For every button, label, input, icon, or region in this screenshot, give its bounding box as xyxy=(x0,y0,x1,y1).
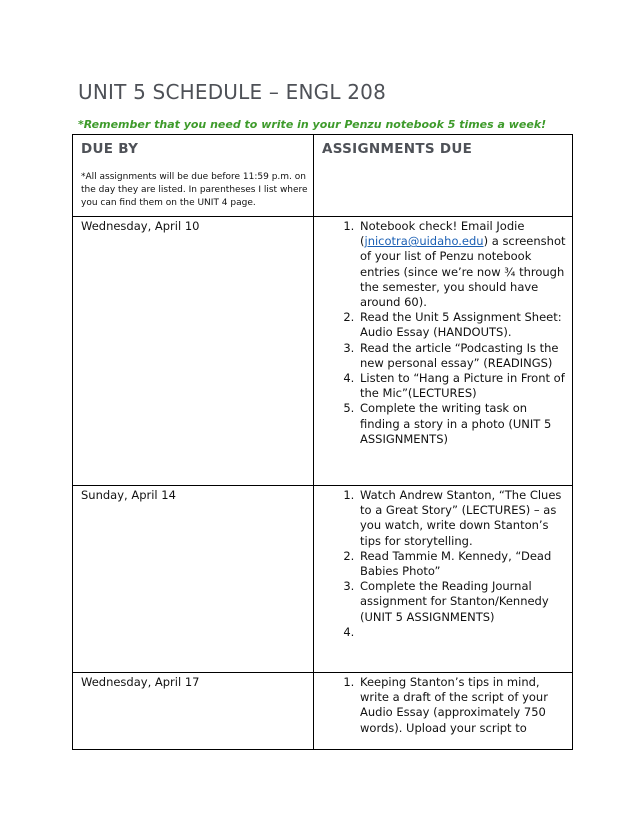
assignments-header-cell xyxy=(314,135,573,217)
list-item: 1. Watch Andrew Stanton, “The Clues to a Great Story” (LECTURES) – as you watch, write down Stanton’s tips for storytelling. xyxy=(358,488,566,549)
page-title: UNIT 5 SCHEDULE – ENGL 208 xyxy=(78,80,386,104)
table-row xyxy=(73,217,573,486)
schedule-table xyxy=(72,134,573,750)
due-note: *All assignments will be due before 11:59 p.m. on the day they are listed. In parentheses I list where you can find them on the UNIT 4 page. xyxy=(81,172,308,208)
list-item: 3. Read the article “Podcasting Is the new personal essay” (READINGS) xyxy=(358,341,566,371)
row-date: Wednesday, April 17 xyxy=(81,675,200,689)
reminder-note: *Remember that you need to write in your Penzu notebook 5 times a week! xyxy=(78,118,547,131)
due-by-header-cell xyxy=(73,135,314,217)
list-item: 5. Complete the writing task on finding a story in a photo (UNIT 5 ASSIGNMENTS) xyxy=(358,401,566,447)
email-link[interactable]: jnicotra@uidaho.edu xyxy=(364,234,484,249)
due-by-header: DUE BY xyxy=(81,141,139,157)
assignments-due-header: ASSIGNMENTS DUE xyxy=(322,141,473,157)
list-item: 2. Read Tammie M. Kennedy, “Dead Babies Photo” xyxy=(358,549,566,579)
list-item: 3. Complete the Reading Journal assignment for Stanton/Kennedy (UNIT 5 ASSIGNMENTS) xyxy=(358,579,566,625)
list-item xyxy=(358,625,566,640)
list-item: 2. Read the Unit 5 Assignment Sheet: Audio Essay (HANDOUTS). xyxy=(358,310,566,340)
list-item: 1. Notebook check! Email Jodie (jnicotra@uidaho.edu) a screenshot of your list of Penzu notebook entries (since we’re now ¾ through the semester, you should have around 60). xyxy=(358,219,566,310)
list-item: 4. Listen to “Hang a Picture in Front of the Mic”(LECTURES) xyxy=(358,371,566,401)
assignment-list xyxy=(314,486,572,642)
assignment-list xyxy=(314,217,572,449)
row-date: Wednesday, April 10 xyxy=(81,219,200,233)
list-item: 1. Keeping Stanton’s tips in mind, write a draft of the script of your Audio Essay (approximately 750 words). Upload your script to xyxy=(358,675,566,736)
table-row xyxy=(73,486,573,673)
table-header-row xyxy=(73,135,573,217)
row-date: Sunday, April 14 xyxy=(81,488,176,502)
assignment-list xyxy=(314,673,572,738)
table-row xyxy=(73,673,573,750)
